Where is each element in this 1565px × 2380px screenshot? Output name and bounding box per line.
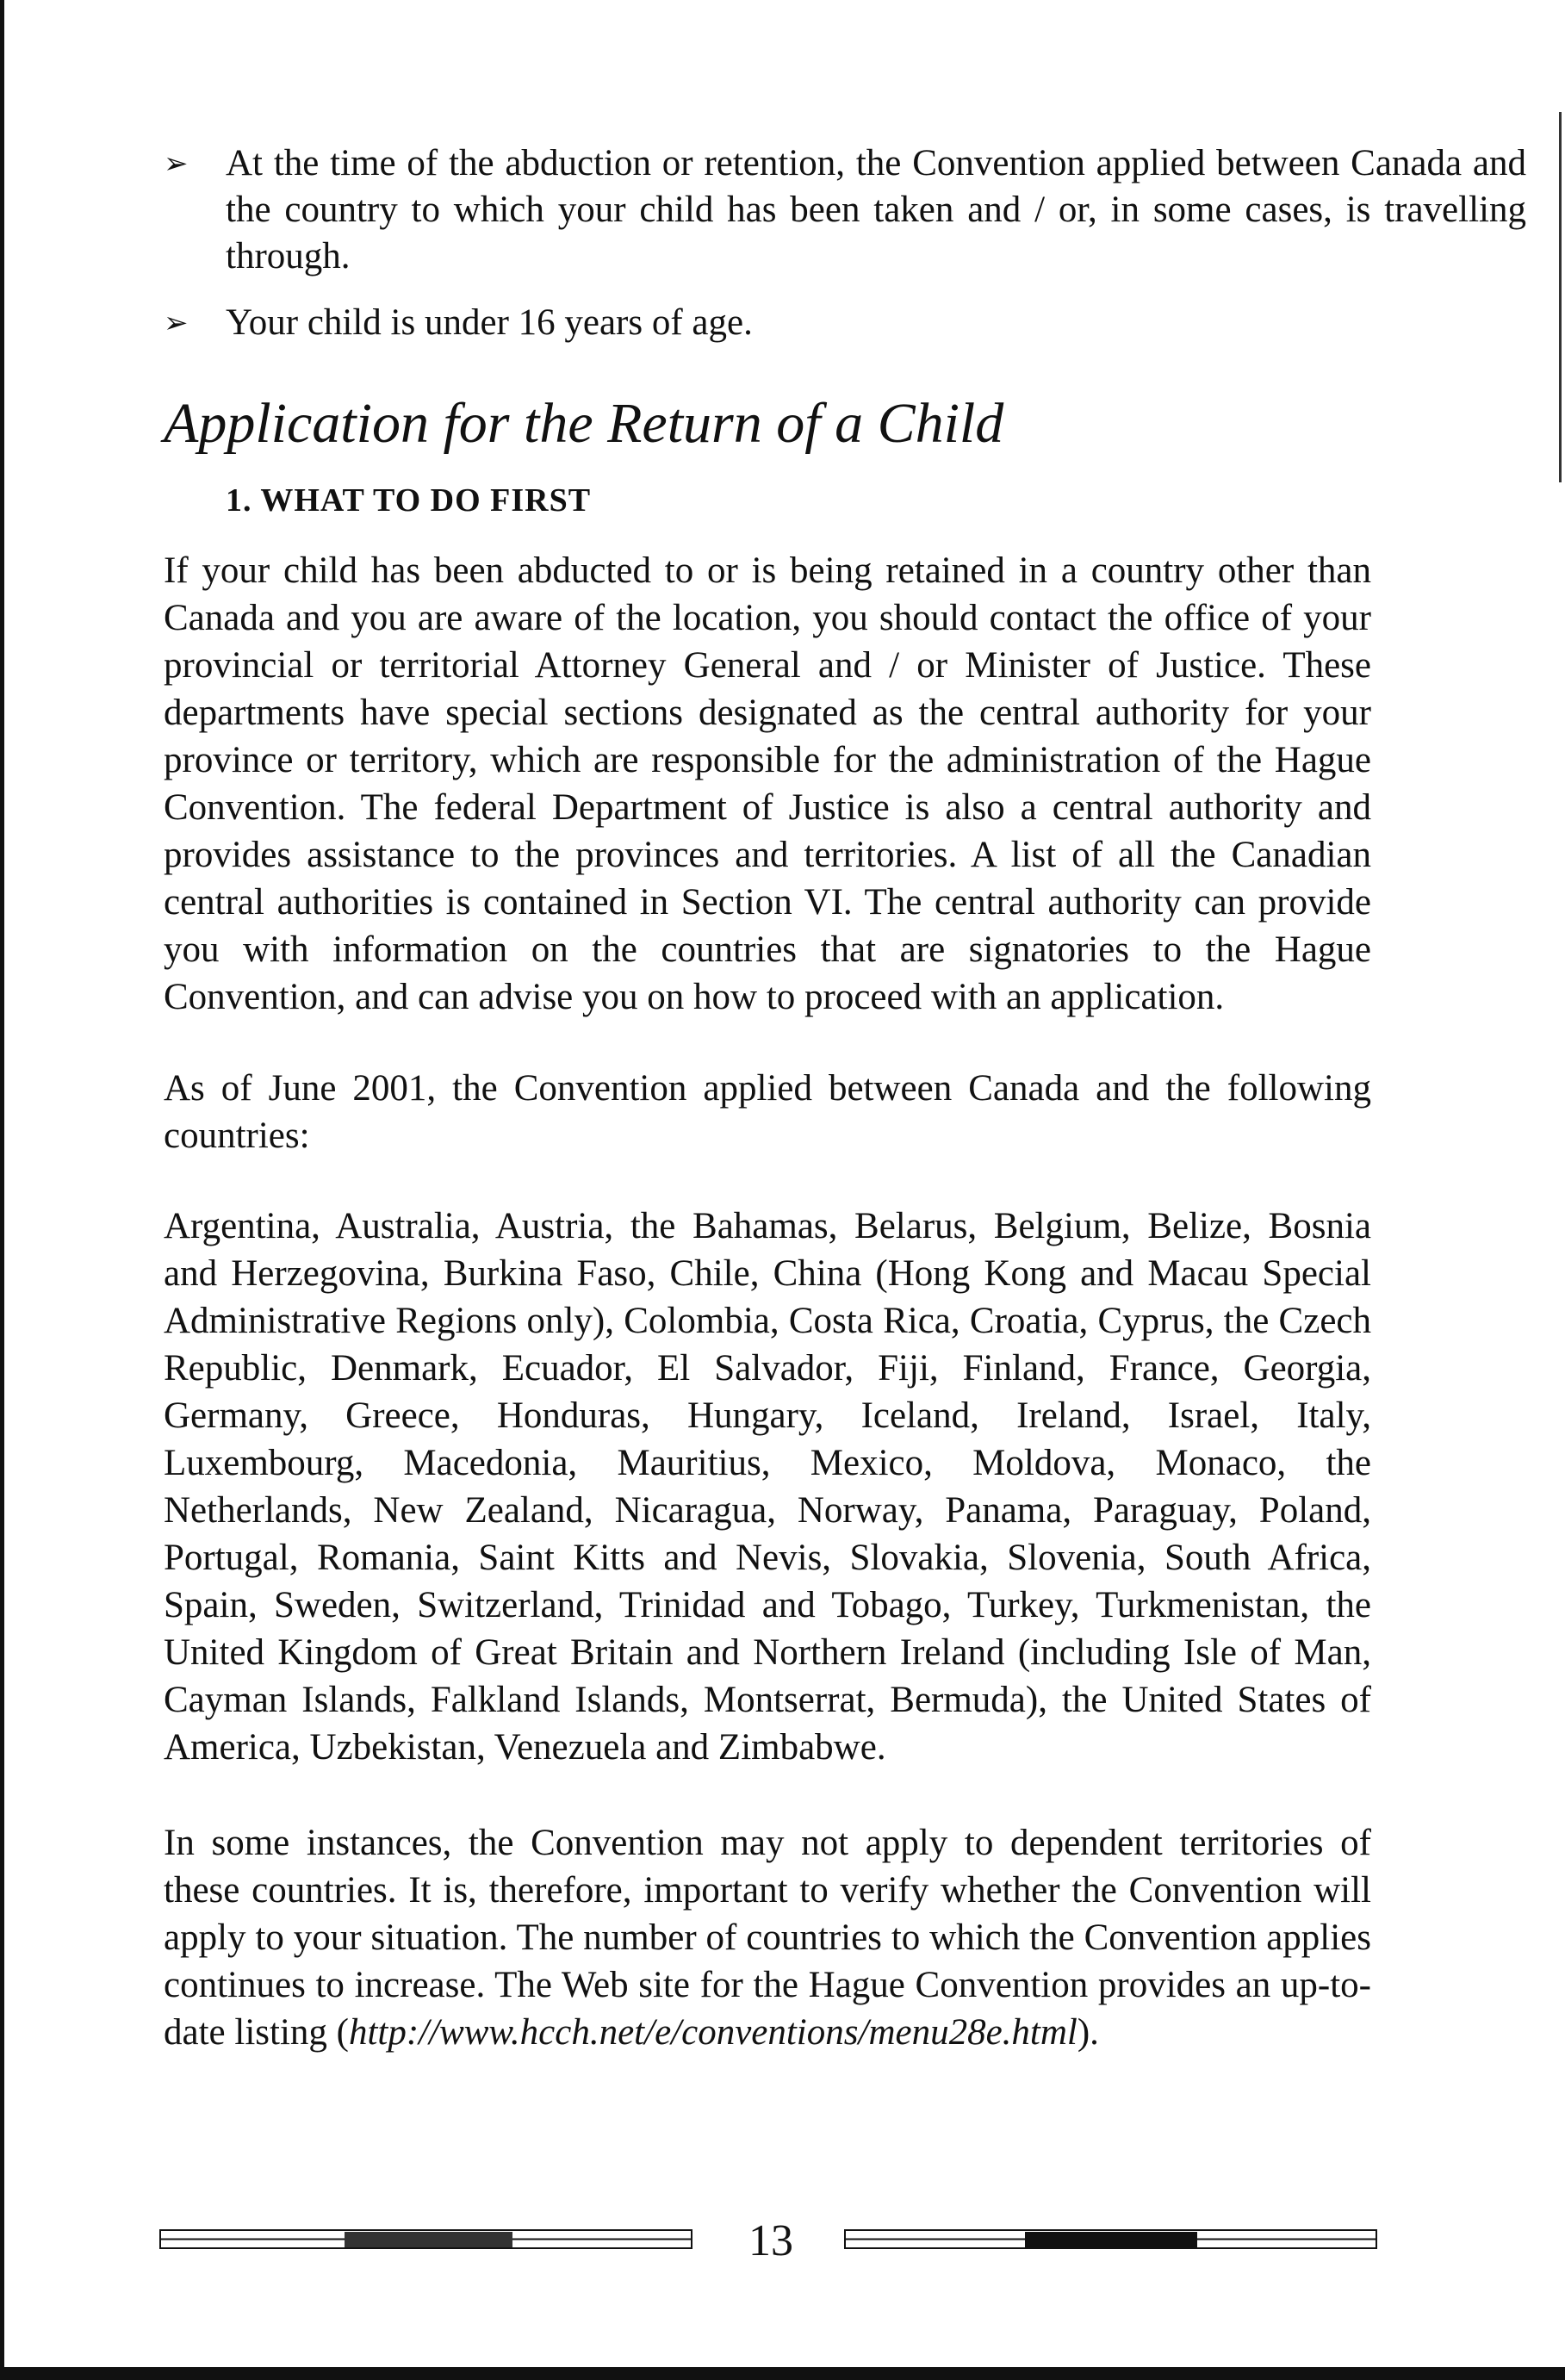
page-border-left <box>0 0 4 2380</box>
hague-website-link[interactable]: http://www.hcch.net/e/conventions/menu28e.html <box>348 2012 1077 2053</box>
paragraph-what-to-do: If your child has been abducted to or is being retained in a country other than Canada and you are aware of the location, you should contact the office of your provincial or territorial Attorney General and / or Minister of Justice. These departments have special sections designated as the central authority for your province or territory, which are responsible for the administration of the Hague Convention. The federal Department of Justice is also a central authority and provides assistance to the provinces and territories. A list of all the Canadian central authorities is contained in Section VI. The central authority can provide you with information on the countries that are signatories to the Hague Convention, and can advise you on how to proceed with an application. <box>164 550 1371 1017</box>
bullet-text: At the time of the abduction or retention, the Convention applied between Canada and the country to which your child has been taken and / or, in some cases, is travelling through. <box>226 143 1526 277</box>
bullet-text: Your child is under 16 years of age. <box>226 302 753 343</box>
arrow-bullet-icon: ➢ <box>164 306 189 340</box>
paragraph-text: In some instances, the Convention may not apply to dependent territories of these countries. It is, therefore, important to verify whether the Convention will apply to your situation. The number of countries to which the Convention applies continues to increase. The Web site for the Hague Convention provides an up-to-date listing ( <box>164 1823 1371 2053</box>
paragraph-country-list: Argentina, Australia, Austria, the Bahamas, Belarus, Belgium, Belize, Bosnia and Herzegovina, Burkina Faso, Chile, China (Hong Kong and Macau Special Administrative Regions only), Colombia, Costa Rica, Croatia, Cyprus, the Czech Republic, Denmark, Ecuador, El Salvador, Fiji, Finland, France, Georgia, Germany, Greece, Honduras, Hungary, Iceland, Ireland, Israel, Italy, Luxembourg, Macedonia, Mauritius, Mexico, Moldova, Monaco, the Netherlands, New Zealand, Nicaragua, Norway, Panama, Paraguay, Poland, Portugal, Romania, Saint Kitts and Nevis, Slovakia, Slovenia, South Africa, Spain, Sweden, Switzerland, Trinidad and Tobago, Turkey, Turkmenistan, the United Kingdom of Great Britain and Northern Ireland (including Isle of Man, Cayman Islands, Falkland Islands, Montserrat, Bermuda), the United States of America, Uzbekistan, Venezuela and Zimbabwe. <box>164 1206 1371 1768</box>
subsection-title: 1. WHAT TO DO FIRST <box>226 482 592 519</box>
paragraph-end: ). <box>1077 2012 1099 2053</box>
footer-rule-right <box>844 2228 1378 2251</box>
page-border-right <box>1559 112 1562 482</box>
page-number: 13 <box>748 2216 793 2265</box>
paragraph-dependent-territories <box>164 1819 1371 2056</box>
page-border-bottom <box>0 2367 1565 2380</box>
section-title: Application for the Return of a Child <box>164 392 1004 455</box>
paragraph-as-of-june: As of June 2001, the Convention applied between Canada and the following countries: <box>164 1068 1371 1156</box>
footer-rule-left <box>159 2228 693 2251</box>
arrow-bullet-icon: ➢ <box>164 146 189 181</box>
